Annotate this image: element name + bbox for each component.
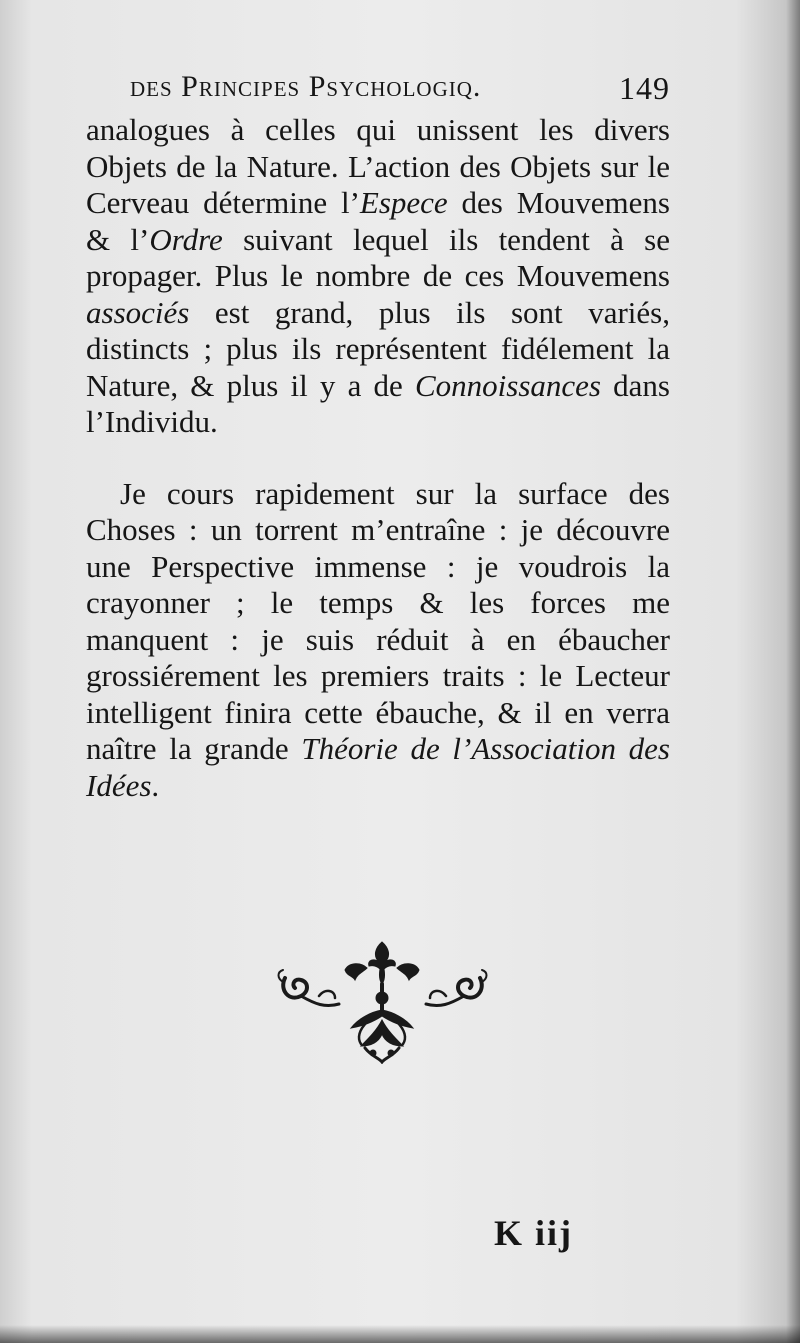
italic-run: associés (86, 294, 190, 330)
running-title: des Principes Psychologiq. (130, 70, 482, 103)
text-run: suivant lequel ils tendent à se propager. Plus le nombre de ces Mouvemens (86, 221, 670, 293)
italic-run: Connoissances (414, 367, 601, 403)
page-number: 149 (619, 70, 670, 106)
text-run: dans l’Individu. (86, 367, 670, 439)
page-edge-shadow (786, 0, 800, 1343)
italic-run: Espece (359, 185, 448, 220)
text-run: Je cours rapidement sur la surface des Choses : un torrent m’entraîne : je découvre une Perspective immense : je voudrois la crayonner ; le temps & les forces me manquent : je suis réduit à en ébaucher grossiérement les premiers traits : le Lecteur intelligent finira cette ébauche, & il en verra naître la grande (86, 475, 670, 766)
text-run: est grand, plus ils sont variés, distincts ; plus ils représentent fidélement la Nature, & plus il y a de (86, 294, 670, 403)
italic-run: Ordre (149, 221, 223, 257)
text-block (86, 112, 670, 804)
paragraph-1 (86, 112, 670, 441)
text-run: . (151, 767, 160, 803)
signature-mark: K iij (494, 1213, 573, 1253)
italic-run: Théorie de l’Association des Idées (86, 731, 670, 803)
fleuron-ornament-icon (275, 938, 490, 1064)
page-edge-shadow-bottom (0, 1325, 800, 1343)
running-head (130, 70, 670, 114)
paragraph-2 (86, 476, 670, 805)
text-run: analogues à celles qui unissent les divers Objets de la Nature. L’action des Objets sur le Cerveau détermine l’ (86, 112, 670, 220)
text-run: des Mouvemens & l’ (86, 185, 670, 257)
